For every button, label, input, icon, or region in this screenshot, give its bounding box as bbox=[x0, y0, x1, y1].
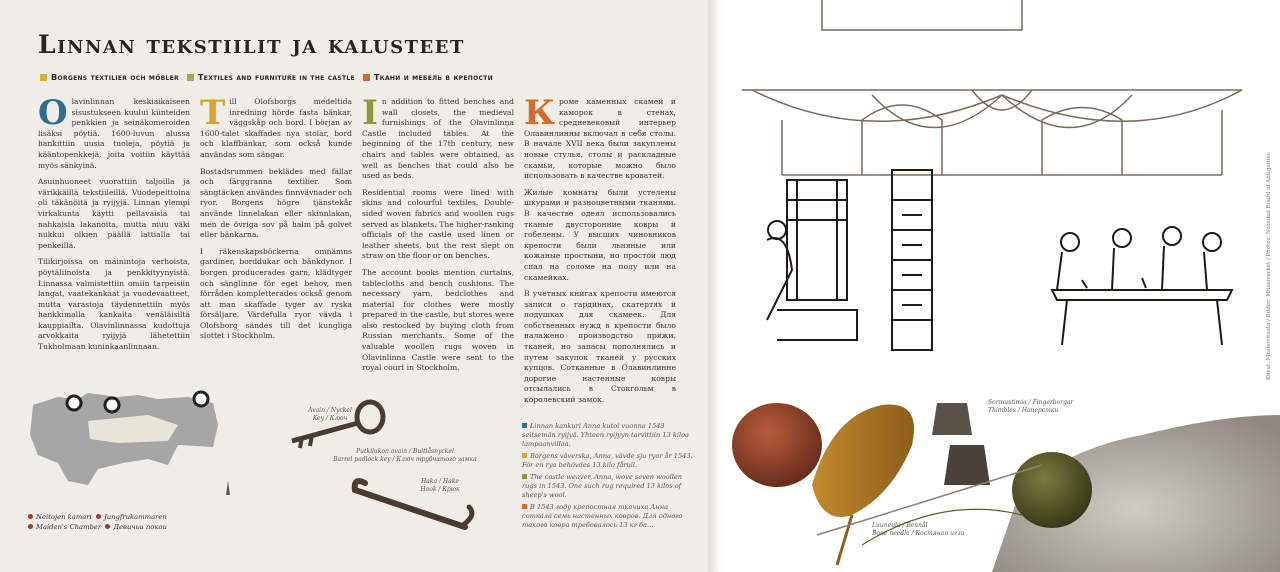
bullet-icon bbox=[96, 514, 101, 519]
paragraph: Tilikirjoissa on mainintoja verhoista, pöytäliinoista ja penkkityynyistä. Linnassa valmistettiin omiin tarpeisiin langat, vaatekankaat ja vuodevaatteet, mutta varastoja täydennettiin myös hankkimalla kankaita venäläisiltä kauppiailta. Olavinlinnassa kudottuja arvokkaita ryijyjä lähetettiin Tukholmaan kuninkaanlinnaan. bbox=[38, 257, 190, 352]
tower-marker bbox=[194, 392, 208, 406]
subtitle-swedish: Borgens textilier och möbler bbox=[40, 72, 179, 82]
tower-marker bbox=[105, 398, 119, 412]
square-icon bbox=[522, 474, 527, 479]
drop-cap: O bbox=[38, 93, 68, 133]
note-english: The castle weaver, Anna, wove seven woollen rugs in 1543. One such rug required 13 kilos of sheep's wool. bbox=[522, 473, 683, 499]
paragraph: В учетных книгах крепости имеются записи о гардинах, скатертях и подушках для скамеек. Для собственных нужд в крепости было налажено производство пряжи, тканей, но запасы пополнялись и путем закупок тканей у русских купцов. Сотканные в Олавинлинне дорогие настенные ковры отсылались в Стокгольм в королевский замок. bbox=[524, 289, 676, 405]
paragraph: Кроме каменных скамей и каморок в стенах, средневековый интерьер Олавинлинны включал в себя столы. В начале XVII века были закуплены новые стулья, столы и раскладные скамьи, которые можно было использовать в качестве кроватей. bbox=[524, 93, 676, 181]
weaving-notes bbox=[522, 422, 694, 533]
paragraph: In addition to fitted benches and wall closets, the medieval furnishings of the Olavinlinna Castle included tables. At the beginning of the 17th century, new chairs and tables were obtained, as well as benches that could also be used as beds. bbox=[362, 93, 514, 181]
padlock-key-caption: Putkilukon avain / Bultlåsnyckel Barrel padlock key / Ключ трубчатого замка bbox=[333, 448, 477, 463]
bullet-icon bbox=[28, 524, 33, 529]
square-icon bbox=[522, 423, 527, 428]
tavern-table-woodcut bbox=[1042, 220, 1242, 350]
map-legend: Neitojen kamari Jungfrukammaren Maiden's Chamber Девичьи покои bbox=[28, 512, 167, 532]
column-english bbox=[362, 93, 514, 380]
square-icon bbox=[40, 74, 47, 81]
note-swedish: Borgens väverska, Anna, vävde sju ryor år 1543. För en rya behövdes 13 kilo fårull. bbox=[522, 452, 693, 469]
hook-caption: Haka / Hake Hook / Крюк bbox=[420, 478, 460, 493]
tower-marker bbox=[67, 396, 81, 410]
subtitle-bar bbox=[40, 72, 493, 82]
paragraph: Till Olofsborgs medeltida inredning hörde fasta bänkar, väggskåp och bord. I början av 1600-talet skaffades nya stolar, bord och klaffbänkar, som också kunde användas som sängar. bbox=[200, 93, 352, 159]
iron-hook-image bbox=[345, 465, 485, 540]
drop-cap: К bbox=[524, 93, 555, 133]
column-finnish bbox=[38, 93, 190, 359]
paragraph: Жилые комнаты были устелены шкурами и разноцветными тканями. В качестве одеял использовались тканые двусторонние ковры и гобелены. У высших чиновников крепости были льняные или кожаные простыни, но простой люд спал на соломе на полу или на скамейках. bbox=[524, 187, 676, 282]
square-icon bbox=[363, 74, 370, 81]
north-arrow-icon bbox=[226, 481, 230, 495]
bullet-icon bbox=[105, 524, 110, 529]
page-title: Linnan tekstiilit ja kalusteet bbox=[38, 30, 465, 59]
castle-floor-plan bbox=[28, 385, 248, 505]
paragraph: The account books mention curtains, tablecloths and bench cushions. The necessary yarn, bedclothes and material for clothes were mostly prepared in the castle, but stores were also restocked by buying cloth from Russian merchants. Some of the valuable woollen rugs woven in Olavinlinna Castle were sent to the royal court in Stockholm. bbox=[362, 267, 514, 373]
drop-cap: I bbox=[362, 93, 378, 133]
thimbles-caption: Sormustimia / Fingerborgar Thimbles / Наперстки bbox=[988, 399, 1074, 414]
page-gutter bbox=[708, 0, 722, 572]
right-page bbox=[722, 0, 1280, 572]
paragraph: Bostadsrummen beklädes med fällar och färggranna textilier. Som sängtäcken användes finnvävnader och ryor. Borgens högre tjänstekår använde linnelakan eller skinnlakan, men de övriga sov på halm på golvet eller bänkarna. bbox=[200, 166, 352, 240]
note-russian: В 1543 году крепостная ткачиха Анна соткала семь настенных ковров. Для одного такого ковра требовалось 13 кг ба… bbox=[522, 503, 683, 529]
square-icon bbox=[522, 504, 527, 509]
bone-needle-caption: Luuneula / Bennål Bone needle / Костяная игла bbox=[872, 522, 965, 537]
paragraph: I räkenskapsböckerna omnämns gardiner, borddukar och bänkdynor. I borgen producerades garn, klädtyger och sänglinne för eget behov, men förråden kompletterades också genom att man skaffade tyger av ryska försäljare. Värdefulla ryor vävda i Olofsborg sändes till det kungliga slottet i Stockholm. bbox=[200, 246, 352, 341]
paragraph: Residential rooms were lined with skins and colourful textiles. Double-sided woven fabrics and woollen rugs served as blankets. The higher-ranking officials of the castle used linen or leather sheets, but the rest slept on straw on the floor or on benches. bbox=[362, 187, 514, 261]
bullet-icon bbox=[28, 514, 33, 519]
photo-credit: Kuvat: Museovirasto / Bilder: Museiverket / Photos: National Board of Antiquities bbox=[1266, 152, 1272, 380]
column-swedish bbox=[200, 93, 352, 348]
subtitle-english: Textiles and furniture in the castle bbox=[187, 72, 355, 82]
paragraph: Asuinhuoneet vuorattiin taljoilla ja värikkäillä tekstiileillä. Vuodepeittoina oli täkänöitä ja ryijyjä. Linnan ylempi virkakunta käytti pellavaisia tai nahkaisia lakanoita, mutta muu väki nukkui olkien päällä lattialla tai penkeillä. bbox=[38, 177, 190, 250]
weaving-loom-woodcut bbox=[757, 160, 957, 360]
square-icon bbox=[522, 453, 527, 458]
key-caption: Avain / Nyckel Key / Ключ bbox=[308, 407, 352, 422]
subtitle-russian: Ткани и мебель в крепости bbox=[363, 72, 493, 82]
note-finnish: Linnan kankuri Anna kutoi vuonna 1543 seitsemän ryijyä. Yhteen ryijyyn tarvittiin 13 kiloa lampaanvillaa. bbox=[522, 422, 689, 448]
drop-cap: T bbox=[200, 93, 226, 133]
paragraph: Olavinlinnan keskiaikaiseen sisustukseen kuului kiinteiden penkkien ja seinäkomeroiden lisäksi pöytiä. 1600-luvun alussa hankittiin uusia tuoleja, pöytiä ja kääntopenkkejä, joita voitiin käyttää myös sänkyinä. bbox=[38, 93, 190, 170]
column-russian bbox=[524, 93, 676, 412]
square-icon bbox=[187, 74, 194, 81]
